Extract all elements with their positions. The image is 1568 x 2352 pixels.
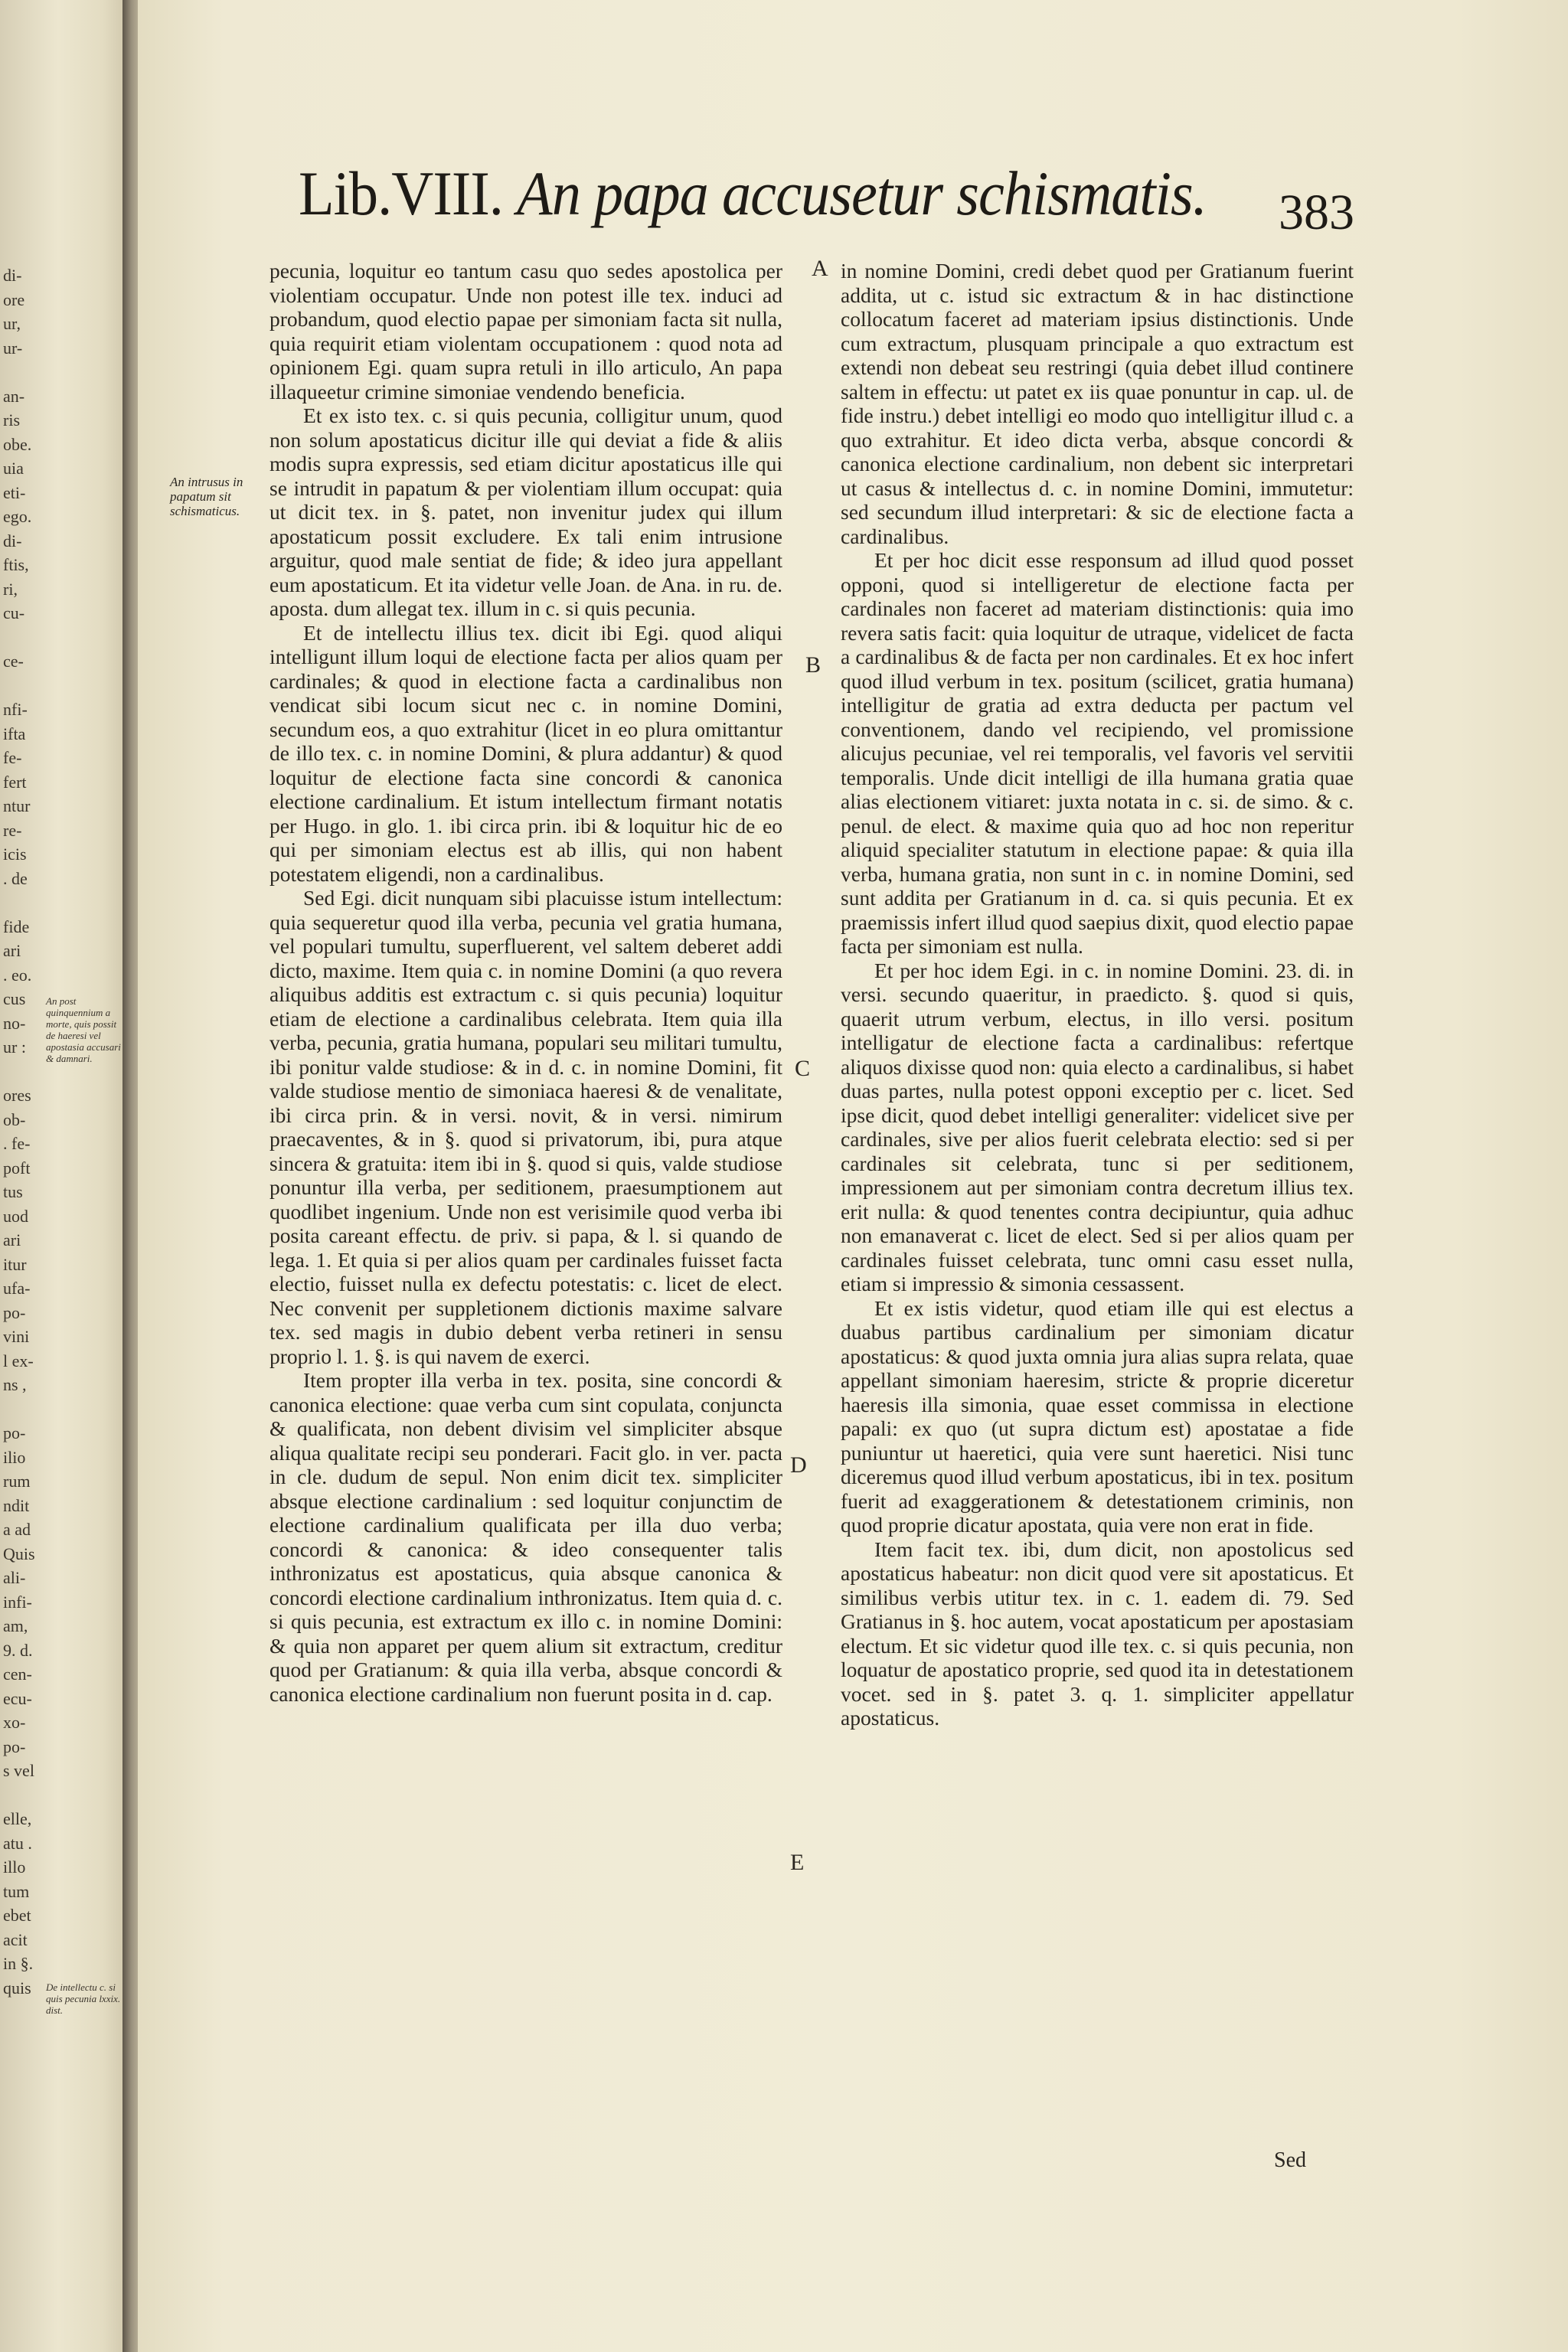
facing-line-fragment: Quis bbox=[3, 1544, 35, 1563]
facing-line-fragment: . de bbox=[3, 868, 28, 888]
facing-line-fragment: fide bbox=[3, 916, 30, 936]
facing-line-fragment: infi- bbox=[3, 1592, 32, 1612]
facing-line-fragment: ntur bbox=[3, 796, 31, 815]
facing-line-fragment: tus bbox=[3, 1182, 23, 1201]
facing-line-fragment: quis bbox=[3, 1978, 31, 1998]
facing-line-fragment: ur- bbox=[3, 338, 23, 358]
facing-line-fragment: ftis, bbox=[3, 555, 29, 574]
paragraph: Et ex istis videtur, quod etiam ille qui est electus a duabus partibus cardinalium per simoniam dicatur apostaticus: & quod juxta omnia jura alias supra relata, quae appellant simoniam haeresim, stricte & proprie diceretur haeresis illa simonia, quae esset commissa in electione papali: ex quo (ut supra dictum est) apostatae a fide puniuntur ut haeretici, quia vere sunt haeretici. Nisi tunc diceremus quod illud verbum apostaticus, ibi in tex. positum fuerit ad exaggerationem & detestationem criminis, non quod proprie dicatur apostata, quia vere non erat in fide. bbox=[841, 1295, 1354, 1537]
facing-line-fragment: l ex- bbox=[3, 1351, 34, 1370]
facing-line-fragment: a ad bbox=[3, 1520, 31, 1539]
facing-line-fragment: po- bbox=[3, 1736, 26, 1756]
facing-line-fragment: uod bbox=[3, 1206, 28, 1226]
facing-line-fragment: ufa- bbox=[3, 1279, 31, 1298]
paragraph: pecunia, loquitur eo tantum casu quo sedes apostolica per violentiam occupatur. Unde non potest ille tex. induci ad probandum, quod electio papae per simoniam facta sit nulla, quia requirit etiam violentam occupationem : quod nota ad opinionem Egi. quam supra retuli in illo articulo, An papa illaqueetur crimine simoniae vendendo beneficia. bbox=[270, 259, 782, 403]
facing-line-fragment bbox=[3, 674, 49, 698]
facing-line-fragment: in §. bbox=[3, 1954, 34, 1973]
facing-line-fragment: ores bbox=[3, 1086, 31, 1105]
facing-line-fragment: ilio bbox=[3, 1447, 26, 1467]
margin-note: An intrusus in papatum sit schismaticus. bbox=[170, 475, 243, 518]
facing-line-fragment: cen- bbox=[3, 1664, 32, 1684]
facing-line-fragment: fe- bbox=[3, 748, 22, 767]
facing-line-fragment: . fe- bbox=[3, 1134, 31, 1153]
facing-line-fragment: xo- bbox=[3, 1713, 26, 1732]
facing-line-fragment: elle, bbox=[3, 1809, 32, 1828]
facing-line-fragment: fert bbox=[3, 772, 27, 792]
paragraph: Item propter illa verba in tex. posita, sine concordi & canonica electione: quae verba cum sint copulata, conjuncta & qualificata, non debent divisim vel simpliciter absque aliqua qualitate recipi seu ponderari. Facit glo. in ver. pacta in cle. dudum de sepul. Non enim dicit tex. simpliciter absque electione cardinalium : sed loquitur conjunctim de electione cardinalium qualificata per illa duo verba; concordi & canonica: & ideo consequenter talis inthronizatus est apostaticus, quia absque canonica & concordi electione cardinalium inthronizatus. Item quia d. c. si quis pecunia, est extractum ex illo c. in nomine Domini: & quia non apparet per quem alium sit extractum, creditur quod per Gratianum: & quia illa verba, absque concordi & canonica electione cardinalium non fuerunt posita in d. cap. bbox=[270, 1368, 782, 1706]
facing-line-fragment: tum bbox=[3, 1881, 30, 1901]
facing-line-fragment: ns , bbox=[3, 1375, 27, 1394]
facing-line-fragment: ali- bbox=[3, 1568, 26, 1587]
facing-line-fragment: icis bbox=[3, 844, 27, 864]
facing-line-fragment: am, bbox=[3, 1616, 28, 1635]
section-letter-b: B bbox=[805, 652, 822, 678]
facing-line-fragment: ifta bbox=[3, 724, 26, 743]
facing-line-fragment: ore bbox=[3, 289, 25, 309]
facing-line-fragment: ce- bbox=[3, 652, 24, 671]
facing-line-fragment bbox=[3, 626, 49, 650]
facing-page-margin-note-2: De intellectu c. si quis pecunia lxxix. dist. bbox=[46, 1981, 121, 2016]
facing-line-fragment: acit bbox=[3, 1929, 28, 1949]
facing-line-fragment: atu . bbox=[3, 1833, 32, 1853]
facing-page-line-fragments bbox=[3, 263, 49, 2000]
facing-line-fragment: ego. bbox=[3, 507, 32, 526]
facing-line-fragment: nfi- bbox=[3, 700, 28, 719]
facing-line-fragment: illo bbox=[3, 1857, 26, 1877]
facing-line-fragment: rum bbox=[3, 1472, 31, 1491]
facing-line-fragment: ecu- bbox=[3, 1688, 32, 1708]
facing-line-fragment: s vel bbox=[3, 1761, 34, 1780]
facing-line-fragment: re- bbox=[3, 820, 22, 840]
facing-line-fragment: ari bbox=[3, 1230, 21, 1250]
facing-line-fragment: ob- bbox=[3, 1109, 26, 1129]
facing-line-fragment: no- bbox=[3, 1013, 26, 1033]
section-letter-c: C bbox=[795, 1056, 811, 1081]
paragraph: in nomine Domini, credi debet quod per Gratianum fuerint addita, ut c. istud sic extractum & in hac distinctione collocatum faceret ad materiam ipsius distinctionis. Unde cum extractum, plusquam principale a quo extractum est extendi non debeat seu restringi (quia debet illud continere saltem in effectu: ut patet ex iis quae ponuntur in cap. ul. de fide instru.) debet intelligi eo modo quo intelligitur illud c. a quo extrahitur. Et ideo dicta verba, absque concordi & canonica electione cardinalium, non debent sic interpretari ut casus & intellectus d. c. in nomine Domini, immutetur: sed secundum illud interpretari: & sic de electione facta a cardinalibus. bbox=[841, 259, 1354, 548]
facing-line-fragment: ndit bbox=[3, 1495, 30, 1515]
paragraph: Sed Egi. dicit nunquam sibi placuisse istum intellectum: quia sequeretur quod illa verba, pecunia vel gratia humana, vel populari tumultu, superfluerent, vel saltem deberet addi dicto, maxime. Item quia c. in nomine Domini (a quo revera aliquibus additis est extractum c. si quis pecunia) loquitur etiam de electione a cardinalibus celebrata. Item quia illa verba, pecunia, gratia humana, populari seu militari tumultu, ibi ponitur valde studiose: & in d. c. in nomine Domini, fit valde studiose mentio de simoniaca haeresi & de venalitate, ibi circa prin. & in versi. novit, & in versi. nimirum praecaventes, & in §. quod si privatorum, ibi, pura atque sincera & gratuita: item ibi in §. quod si quis, valde studiose ponuntur illa verba, per seditionem, praesumptionem aut quodlibet ingenium. Unde non est verisimile quod verba ibi posita careant effectu. de priv. si papa, & l. si quando de lega. 1. Et quia si per alios quam per cardinales fuisset facta electio, fuisset nulla ex defectu potestatis: c. licet de elect. Nec convenit per suppletionem dictionis maxime salvare tex. sed magis in dubio debent verba retineri in sensu proprio l. 1. §. is qui navem de exerci. bbox=[270, 886, 782, 1368]
section-letter-a: A bbox=[812, 256, 828, 281]
facing-line-fragment: poft bbox=[3, 1158, 31, 1178]
paragraph: Et ex isto tex. c. si quis pecunia, colligitur unum, quod non solum apostaticus dicitur ille qui deviat a fide & aliis modis supra expressis, sed etiam dicitur apostaticus ille qui se intrudit in papatum & per violentiam illum occupat: quia ut dicit tex. in §. patet, non invenitur judex qui illum apostaticum possit excludere. Ex tali enim intrusione arguitur, quod male sentiat de fide; & ideo jura appellant eum apostaticum. Et ita videtur velle Joan. de Ana. in ru. de. aposta. dum allegat tex. illum in c. si quis pecunia. bbox=[270, 403, 782, 620]
facing-line-fragment: itur bbox=[3, 1254, 27, 1274]
right-text-column bbox=[841, 259, 1354, 1730]
section-letter-e: E bbox=[790, 1850, 805, 1875]
facing-line-fragment bbox=[3, 890, 49, 915]
facing-line-fragment: po- bbox=[3, 1423, 26, 1442]
facing-line-fragment: ri, bbox=[3, 579, 18, 599]
facing-line-fragment: po- bbox=[3, 1302, 26, 1322]
facing-line-fragment: ur : bbox=[3, 1037, 26, 1057]
facing-line-fragment bbox=[3, 360, 49, 384]
section-letter-d: D bbox=[790, 1452, 807, 1478]
facing-line-fragment: . eo. bbox=[3, 965, 32, 985]
paragraph: Et de intellectu illius tex. dicit ibi Egi. quod aliqui intelligunt illum loqui de electione facta per alios quam per cardinales; & quod in electione facta a cardinalibus non vendicat sibi locum sicut nec c. in nomine Domini, secundum eos, a quo extrahitur (licet in eo plura omittantur de illo tex. c. in nomine Domini, & plura addantur) & quod loquitur de electione facta sine concordi & canonica electione cardinalium. Et istum intellectum firmant notatis per Hugo. in glo. 1. ibi circa prin. ibi & loquitur hic de eo qui per simoniam electus est ab illis, qui non habent potestatem eligendi, non a cardinalibus. bbox=[270, 620, 782, 886]
facing-line-fragment: di- bbox=[3, 266, 22, 285]
facing-line-fragment bbox=[3, 1060, 49, 1084]
facing-line-fragment bbox=[3, 1783, 49, 1808]
facing-page-margin-note-1: An post quinquennium a morte, quis possit de haeresi vel apostasia accusari & damnari. bbox=[46, 995, 121, 1064]
facing-line-fragment: an- bbox=[3, 386, 25, 406]
running-head bbox=[299, 158, 1207, 230]
book-number: Lib.VIII. bbox=[299, 158, 503, 228]
facing-line-fragment: obe. bbox=[3, 434, 32, 454]
paragraph: Item facit tex. ibi, dum dicit, non apostolicus sed apostaticus habeatur: non dicit quod vere sit apostaticus. Et similibus verbis utitur tex. in c. 1. eadem di. 79. Sed Gratianus in §. hoc autem, vocat apostaticum per apostasiam electum. Et sic videtur quod ille tex. c. si quis pecunia, non loquatur de apostatico proprie, sed quod ita in detestationem vocet. sed in §. patet 3. q. 1. simpliciter appellatur apostaticus. bbox=[841, 1537, 1354, 1730]
page-number: 383 bbox=[1279, 185, 1354, 240]
paragraph: Et per hoc idem Egi. in c. in nomine Domini. 23. di. in versi. secundo quaeritur, in praedicto. §. quod si quis, quaerit utrum verbum, electus, in illo versi. positum intelligatur de electione facta a cardinalibus: refertque aliquos dixisse quod non: quia electo a cardinalibus, si habet duas partes, nulla potest opponi exceptio per c. licet. Sed ipse dicit, quod debet intelligi generaliter: videlicet sive per cardinales, sive per alios fuerit celebrata electio: sed si per cardinales sit celebrata, tunc si per seditionem, impressionem aut per simoniam contra decretum illius tex. erit nulla: & quod tenentes contra decipiuntur, quia adhuc non emanaverat c. licet de elect. Sed si per alios quam per cardinales fuisset celebrata, tunc omni casu esset nulla, etiam si impressio & simonia cessassent. bbox=[841, 958, 1354, 1295]
facing-line-fragment: uia bbox=[3, 459, 24, 478]
facing-page-edge bbox=[0, 0, 129, 2352]
facing-line-fragment: eti- bbox=[3, 482, 26, 502]
facing-line-fragment: cus bbox=[3, 989, 26, 1008]
catchword: Sed bbox=[1274, 2148, 1306, 2172]
facing-line-fragment: ari bbox=[3, 941, 21, 960]
chapter-title: An papa accusetur schismatis. bbox=[517, 158, 1207, 228]
facing-line-fragment: vini bbox=[3, 1327, 30, 1346]
facing-line-fragment: ur, bbox=[3, 314, 21, 333]
facing-line-fragment: cu- bbox=[3, 603, 25, 622]
facing-line-fragment: di- bbox=[3, 531, 22, 550]
paragraph: Et per hoc dicit esse responsum ad illud quod posset opponi, quod si intelligeretur de electione facta per cardinales non faceret ad materiam distinctionis: quia imo revera satis facit: quia loquitur de utraque, videlicet de facta a cardinalibus & de facta per non cardinales. Et ex hoc infert quod illud verbum in tex. positum (scilicet, gratia humana) intelligitur de gratia ad extra deducta per pactum vel conventionem, dando vel recipiendo, vel promissione alicujus pecuniae, vel rei temporalis, vel favoris vel servitii temporalis. Unde dicit intelligi de illa humana gratia quae alias electionem vitiaret: juxta notata in c. si. de simo. & c. penul. de elect. & maxime quia quo ad hoc non reperitur aliquid specialiter statutum in electione papae: & quia illa verba, humana gratia, non sunt in c. in nomine Domini, sed sunt addita per Gratianum in d. ca. si quis pecunia. Et ex praemissis infert illud quod saepius dixit, quod electio papae facta per simoniam est nulla. bbox=[841, 548, 1354, 958]
facing-line-fragment: ebet bbox=[3, 1906, 31, 1925]
facing-line-fragment: 9. d. bbox=[3, 1640, 33, 1660]
facing-line-fragment: ris bbox=[3, 410, 20, 430]
facing-line-fragment bbox=[3, 1397, 49, 1422]
left-text-column bbox=[270, 259, 782, 1706]
